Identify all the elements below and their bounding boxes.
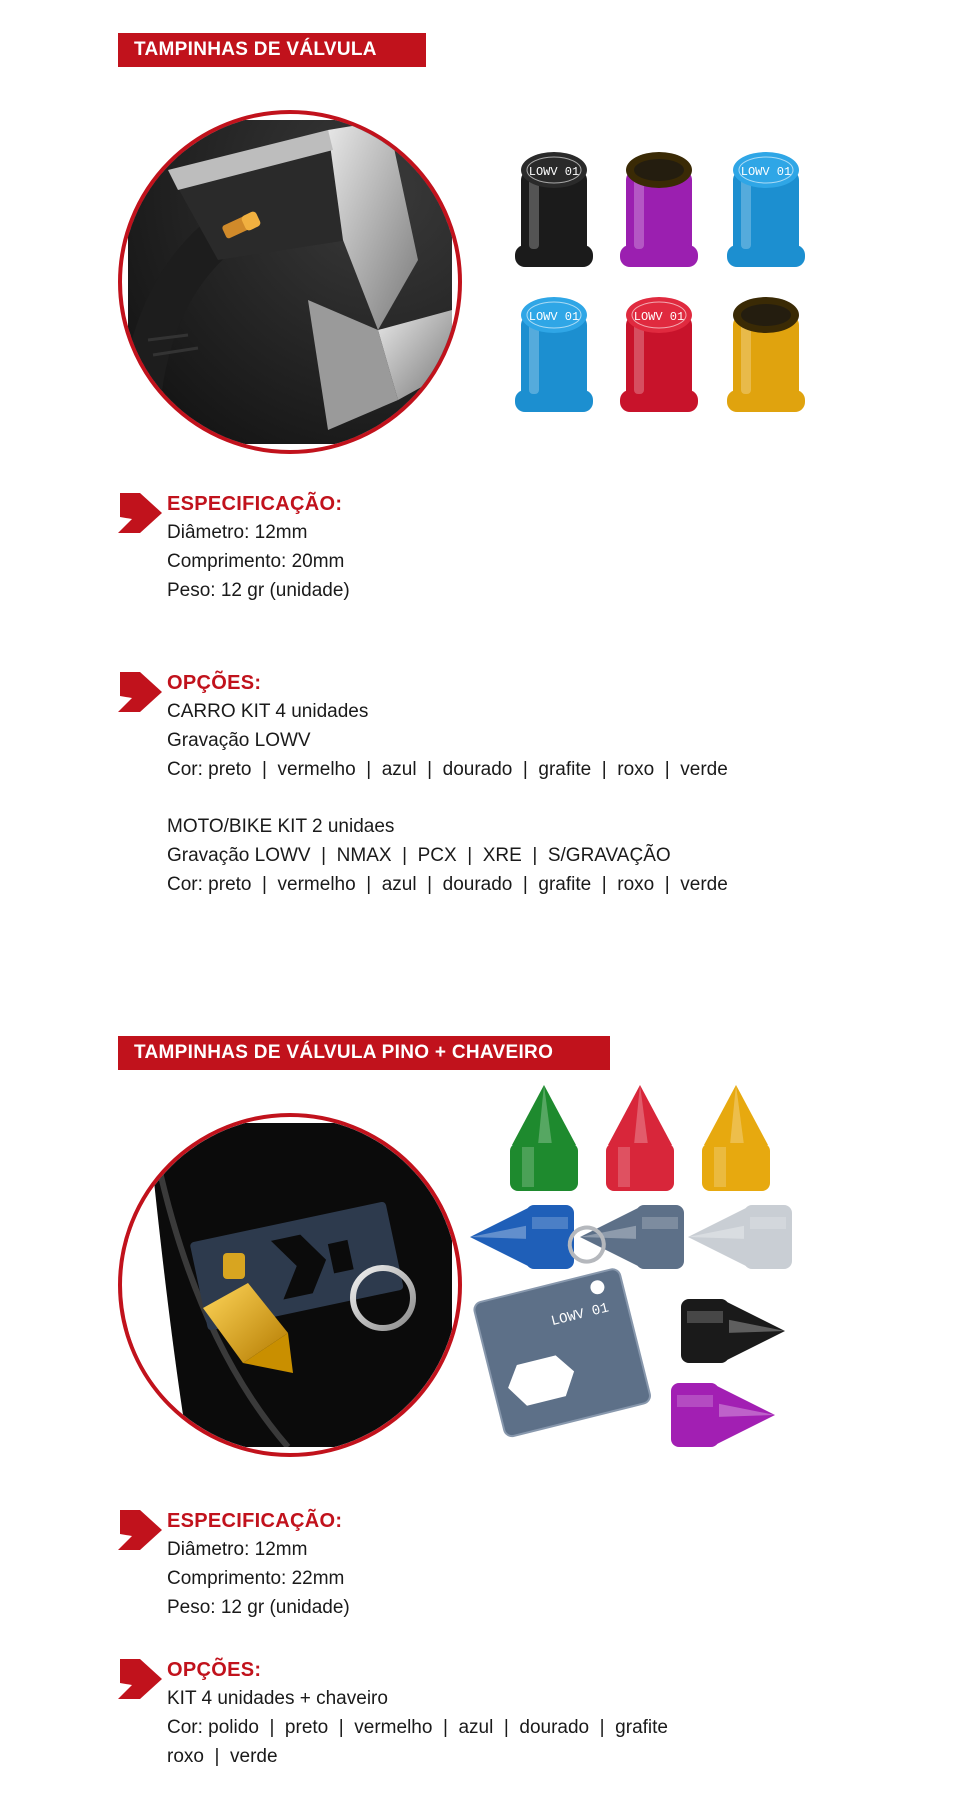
- section1-options-line: Gravação LOWV: [167, 730, 311, 751]
- section2-options-line: KIT 4 unidades + chaveiro: [167, 1688, 388, 1709]
- valve-cap: [515, 152, 593, 267]
- section2-spec-line: Diâmetro: 12mm: [167, 1539, 308, 1560]
- spike-cap-black: [681, 1299, 785, 1363]
- keychain-text: LOWV 01: [549, 1300, 611, 1331]
- section2-spec-line: Comprimento: 22mm: [167, 1568, 345, 1589]
- keychain-plate: [473, 1268, 652, 1438]
- wheel-valve-photo: [118, 110, 462, 454]
- chevron-right-icon: [118, 493, 162, 535]
- spike-cap-green: [510, 1085, 578, 1191]
- valve-cap: [515, 297, 593, 412]
- valve-caps-grid: [495, 148, 825, 433]
- section1-banner-label: TAMPINHAS DE VÁLVULA: [134, 39, 377, 60]
- spike-cap-red: [606, 1085, 674, 1191]
- section2-banner-label: TAMPINHAS DE VÁLVULA PINO + CHAVEIRO: [134, 1042, 554, 1063]
- section1-banner: [118, 33, 426, 67]
- section2-spec-title: ESPECIFICAÇÃO:: [167, 1510, 343, 1532]
- section1-options-line: MOTO/BIKE KIT 2 unidaes: [167, 816, 395, 837]
- valve-cap: [727, 297, 805, 412]
- cap-engraving: LOWV 01: [528, 165, 580, 179]
- cap-engraving: LOWV 01: [740, 165, 792, 179]
- section1-spec-line: Peso: 12 gr (unidade): [167, 580, 350, 601]
- section1-spec-line: Diâmetro: 12mm: [167, 522, 308, 543]
- section1-options-line: Cor: preto | vermelho | azul | dourado | grafite | roxo | verde: [167, 759, 728, 780]
- chevron-right-icon: [118, 1659, 162, 1701]
- section1-options-line: CARRO KIT 4 unidades: [167, 701, 369, 722]
- spike-caps-cluster: [470, 1085, 810, 1475]
- section2-spec-line: Peso: 12 gr (unidade): [167, 1597, 350, 1618]
- section2-options-block: [118, 1659, 898, 1779]
- section2-options-line: Cor: polido | preto | vermelho | azul | dourado | grafite: [167, 1717, 668, 1738]
- section1-spec-line: Comprimento: 20mm: [167, 551, 345, 572]
- spike-cap-silver: [688, 1205, 792, 1269]
- cap-engraving: LOWV 01: [633, 310, 685, 324]
- section2-spec-block: [118, 1510, 858, 1618]
- section1-spec-title: ESPECIFICAÇÃO:: [167, 493, 343, 515]
- wheel-valve-illustration: [128, 120, 452, 444]
- section1-options-line: Cor: preto | vermelho | azul | dourado | grafite | roxo | verde: [167, 874, 728, 895]
- spike-cap-blue: [470, 1205, 574, 1269]
- section2-options-title: OPÇÕES:: [167, 1659, 262, 1681]
- valve-cap: [620, 152, 698, 267]
- section1-options-line: Gravação LOWV | NMAX | PCX | XRE | S/GRAVAÇÃO: [167, 845, 671, 866]
- chevron-right-icon: [118, 1510, 162, 1552]
- cap-engraving: LOWV 01: [528, 310, 580, 324]
- spike-cap-gold: [702, 1085, 770, 1191]
- keychain-wheel-photo: [118, 1113, 462, 1457]
- section1-options-title: OPÇÕES:: [167, 672, 262, 694]
- valve-cap: [620, 297, 698, 412]
- section2-options-line: roxo | verde: [167, 1746, 278, 1767]
- keychain-wheel-illustration: [128, 1123, 452, 1447]
- section1-options-block: [118, 672, 898, 902]
- valve-cap: [727, 152, 805, 267]
- spike-cap-purple: [671, 1383, 775, 1447]
- section1-spec-block: [118, 493, 858, 601]
- section2-banner: [118, 1036, 610, 1070]
- chevron-right-icon: [118, 672, 162, 714]
